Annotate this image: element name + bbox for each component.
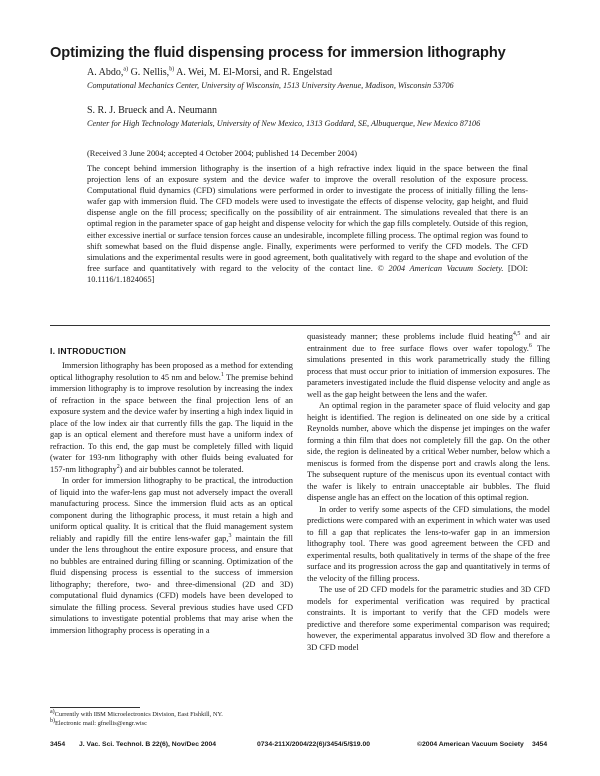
author-list-2: S. R. J. Brueck and A. Neumann [87, 105, 217, 116]
text-run: quasisteady manner; these problems include fluid heating [307, 332, 513, 341]
footnote-mark: a) [50, 708, 55, 715]
text-run: The simulations presented in this work parametrically study the filling process that must occur prior to initiation of immersion exposures. The parameters investigated include the fluid dispense velocity and angle as well as the gap height between the lens and the wafer. [307, 343, 550, 399]
paragraph [50, 360, 293, 475]
paragraph: In order to verify some aspects of the CFD simulations, the model predictions were compared with an experiment in which water was used to fill a gap that replicates the lens-to-wafer gap in an immersion lithography tool. There was good agreement between the CFD and experimental results, both qualitatively in terms of the shape of the free surface and its progression across the gap and quantitatively in terms of the velocity of the filling process. [307, 504, 550, 583]
author-nellis: G. Nellis, [128, 67, 170, 78]
footnote-b [50, 717, 300, 728]
footnote-text: Currently with IBM Microelectronics Division, East Fishkill, NY. [54, 711, 223, 718]
footer-journal: J. Vac. Sci. Technol. B 22(6), Nov/Dec 2004 [79, 741, 217, 748]
paper-title: Optimizing the fluid dispensing process for immersion lithography [50, 45, 506, 61]
author-mark-b: b) [169, 66, 175, 73]
text-run: ) and air bubbles cannot be tolerated. [119, 464, 244, 474]
affiliation-wisconsin: Computational Mechanics Center, University of Wisconsin, 1513 University Avenue, Madison, Wisconsin 53706 [87, 81, 454, 90]
abstract-copyright: © 2004 American Vacuum Society. [372, 263, 504, 273]
text-run: In order for immersion lithography to be practical, the introduction of liquid into the wafer-lens gap must not adversely impact the overall manufacturing process. Since the immersion fluid acts as an optical component during the lithographic process, it must retain a high and uniform optical quality. It is critical that the fluid management system reliably and rapidly fill the entire lens-wafer gap, [50, 476, 293, 543]
footer-page-number-left: 3454 [50, 741, 66, 748]
author-list-1 [87, 67, 567, 79]
citation-mark: 2 [116, 463, 120, 470]
citation-mark: 1 [220, 371, 224, 378]
received-dates: (Received 3 June 2004; accepted 4 October 2004; published 14 December 2004) [87, 149, 358, 158]
author-mark-a: a) [123, 66, 129, 73]
footer-society: ©2004 American Vacuum Society [417, 741, 524, 748]
citation-mark: 6 [528, 342, 532, 349]
author-abdo: A. Abdo, [87, 67, 124, 78]
footer-page-number-right: 3454 [532, 741, 548, 748]
affiliation-new-mexico: Center for High Technology Materials, University of New Mexico, 1313 Goddard, SE, Albuquerque, New Mexico 87106 [87, 119, 481, 128]
footnote-a [50, 708, 300, 719]
abstract-divider [50, 325, 550, 326]
citation-mark: 4,5 [512, 331, 521, 338]
left-column [50, 360, 293, 705]
paragraph [50, 475, 293, 636]
paragraph: The use of 2D CFD models for the parametric studies and 3D CFD models for experimental verification was required by practical constraints. It is important to verify that the CFD models were predictive and therefore some experimental comparison was required; however, the experimental apparatus involved 3D flow and therefore a 3D CFD model [307, 585, 550, 652]
abstract [87, 163, 528, 313]
text-run: maintain the fill under the lens throughout the entire exposure process, and ensure that no bubbles are entrained during filling or scanning. Optimization of the fluid dispensing process is essential to the success of immersion lithography; therefore, two- and three-dimensional (2D and 3D) computational fluid dynamics (CFD) models have been developed to simulate the filling process. Several previous studies have used CFD simulations to investigate potential problems that may arise when the immersion lithography process is operating in a [50, 533, 293, 635]
text-run: and air entrainment due to free surface flows over wafer topology. [307, 332, 550, 353]
text-run: The premise behind immersion lithography is to improve resolution by increasing the index of refraction in the space between the final projection lens of an exposure system and the device wafer by inserting a high index liquid in place of the low index air that currently fills the gap. The liquid in the gap is an optical element and therefore must have a uniform index of refraction. To this end, the gap must be completely filled with liquid (water for 193-nm lithography with other fluids being evaluated for 157-nm lithography [50, 372, 293, 474]
paragraph [307, 331, 550, 400]
footnote-mark: b) [50, 717, 55, 724]
abstract-text: The concept behind immersion lithography is the insertion of a high refractive index liquid in the space between the final projection lens of an exposure system and the device wafer to improve the overall resolution of the exposure process. Computational fluid dynamics (CFD) simulations were performed in order to investigate the process of initially filling the lens-wafer gap with immersion fluid. The CFD models were used to investigate the effects of dispense velocity, gap height, and fluid dispense angle on the fill process; specifically on the possibility of air entrainment. The simulations revealed that there is an optimal region in the parameter space of gap height and dispense velocity for which the gap fills completely. Outside of this region, either excessive inertial or surface tension forces cause an undesirable, incomplete filling process. The optimal region was found to shift somewhat based on the fluid dispense angle. Finally, experiments were performed to verify the CFD models. The CFD simulations and the experimental results were in good agreement, both qualitatively with regard to the shape and evolution of the free surface and quantitatively with regard to the velocity of the contact line. [87, 164, 528, 273]
section-heading-introduction: I. INTRODUCTION [50, 346, 127, 356]
footnote-divider [50, 707, 140, 708]
text-run: Immersion lithography has been proposed as a method for extending optical lithography resolution to 45 nm and below. [50, 361, 293, 382]
citation-mark: 3 [228, 532, 232, 539]
footnote-text: Electronic mail: gfnellis@engr.wisc [55, 720, 147, 727]
right-column [307, 331, 550, 705]
paragraph: An optimal region in the parameter space of fluid velocity and gap height is identified. The region is delineated on one side by a critical Reynolds number, above which the dispense jet impinges on the wafer forming a thin film that does not completely fill the gap. On the other side, the region is delineated by a critical Weber number, below which a meniscus is formed from the dispense port and crawls along the lens. The subsequent rupture of the meniscus upon its eventual contact with the wafer is likely to entrain unacceptable air bubbles. The fluid dispense angle has an effect on the location of this optimal region. [307, 401, 550, 502]
abstract-doi: [DOI: 10.1116/1.1824065] [87, 263, 528, 284]
author-rest: A. Wei, M. El-Morsi, and R. Engelstad [174, 67, 333, 78]
footer-code: 0734-211X/2004/22(6)/3454/5/$19.00 [257, 741, 371, 748]
